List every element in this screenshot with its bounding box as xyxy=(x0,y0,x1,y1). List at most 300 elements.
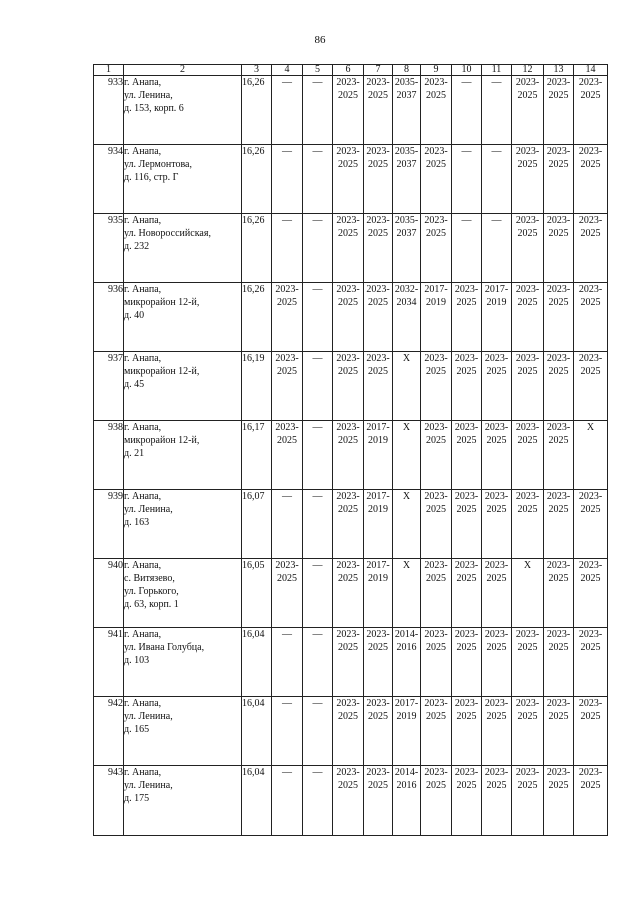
period-start: 2023- xyxy=(366,215,390,226)
column-header: 8 xyxy=(393,65,421,76)
period-cell xyxy=(393,283,421,352)
period-cell xyxy=(333,76,364,145)
period-start: 2023- xyxy=(424,215,448,226)
table-row xyxy=(94,766,608,836)
period-cell: — xyxy=(272,214,303,283)
address-cell xyxy=(124,766,242,836)
period-end: 2025 xyxy=(548,297,569,308)
row-number: 938 xyxy=(94,421,124,490)
address-line: д. 116, стр. Г xyxy=(124,172,179,183)
period-start: 2035- xyxy=(394,77,419,88)
period-end: 2025 xyxy=(517,504,538,515)
period-end: 2025 xyxy=(368,228,388,239)
period-start: 2023- xyxy=(578,215,603,226)
period-start: 2023- xyxy=(366,698,390,709)
period-start: 2023- xyxy=(578,284,603,295)
period-start: 2017- xyxy=(366,560,390,571)
table-row xyxy=(94,145,608,214)
period-start: 2023- xyxy=(515,698,540,709)
row-number: 942 xyxy=(94,697,124,766)
column-header: 9 xyxy=(421,65,452,76)
period-end: 2025 xyxy=(548,435,569,446)
period-start: 2023- xyxy=(366,353,390,364)
period-cell xyxy=(421,283,452,352)
period-end: 2025 xyxy=(580,573,601,584)
address-line: д. 153, корп. 6 xyxy=(124,103,184,114)
period-cell xyxy=(364,352,393,421)
address-line: ул. Ленина, xyxy=(124,780,173,791)
period-end: 2025 xyxy=(338,228,358,239)
period-start: 2023- xyxy=(336,629,360,640)
row-number: 941 xyxy=(94,628,124,697)
period-start: 2023- xyxy=(578,698,603,709)
period-start: 2023- xyxy=(424,560,448,571)
period-cell xyxy=(364,559,393,628)
period-end: 2025 xyxy=(338,504,358,515)
period-cell xyxy=(544,76,574,145)
period-start: 2023- xyxy=(275,353,299,364)
column-header: 13 xyxy=(544,65,574,76)
period-cell xyxy=(421,352,452,421)
period-end: 2025 xyxy=(426,504,446,515)
value-cell: 16,04 xyxy=(242,766,272,836)
period-start: 2023- xyxy=(454,629,479,640)
period-end: 2037 xyxy=(396,228,417,239)
period-cell xyxy=(574,628,608,697)
period-end: 2025 xyxy=(580,780,601,791)
address-line: микрорайон 12-й, xyxy=(124,435,200,446)
address-cell xyxy=(124,490,242,559)
period-start: 2023- xyxy=(546,284,571,295)
period-start: 2023- xyxy=(546,698,571,709)
period-end: 2019 xyxy=(368,504,388,515)
period-cell xyxy=(333,214,364,283)
period-start: 2023- xyxy=(336,560,360,571)
period-start: 2023- xyxy=(484,767,509,778)
period-end: 2025 xyxy=(486,573,507,584)
period-cell xyxy=(544,559,574,628)
period-cell xyxy=(333,490,364,559)
period-start: 2023- xyxy=(424,629,448,640)
period-cell: — xyxy=(303,352,333,421)
period-end: 2025 xyxy=(580,711,601,722)
period-start: 2023- xyxy=(546,422,571,433)
column-header: 4 xyxy=(272,65,303,76)
period-cell xyxy=(452,352,482,421)
period-cell xyxy=(574,214,608,283)
value-cell: 16,26 xyxy=(242,283,272,352)
period-cell xyxy=(544,145,574,214)
period-cell xyxy=(482,766,512,836)
period-end: 2025 xyxy=(580,159,601,170)
period-cell xyxy=(512,766,544,836)
period-start: 2023- xyxy=(578,146,603,157)
period-cell xyxy=(512,145,544,214)
period-cell xyxy=(452,283,482,352)
period-end: 2025 xyxy=(368,780,388,791)
address-line: ул. Лермонтова, xyxy=(124,159,192,170)
value-cell: 16,04 xyxy=(242,628,272,697)
period-cell: — xyxy=(303,421,333,490)
period-end: 2025 xyxy=(338,780,358,791)
period-cell xyxy=(574,490,608,559)
period-end: 2025 xyxy=(517,642,538,653)
address-cell xyxy=(124,628,242,697)
address-line: г. Анапа, xyxy=(124,215,162,226)
period-start: 2023- xyxy=(546,353,571,364)
period-cell xyxy=(574,697,608,766)
period-start: 2023- xyxy=(546,77,571,88)
period-end: 2025 xyxy=(517,297,538,308)
period-cell xyxy=(421,628,452,697)
period-start: 2023- xyxy=(515,767,540,778)
period-end: 2025 xyxy=(580,90,601,101)
period-end: 2025 xyxy=(486,711,507,722)
row-number: 936 xyxy=(94,283,124,352)
period-cell xyxy=(544,283,574,352)
period-cell xyxy=(574,76,608,145)
schedule-table xyxy=(93,64,608,836)
period-cell xyxy=(452,697,482,766)
period-cell: X xyxy=(393,490,421,559)
period-cell xyxy=(452,559,482,628)
period-end: 2025 xyxy=(338,159,358,170)
period-start: 2023- xyxy=(366,284,390,295)
period-end: 2025 xyxy=(580,642,601,653)
period-start: 2023- xyxy=(515,491,540,502)
period-cell xyxy=(452,490,482,559)
value-cell: 16,26 xyxy=(242,76,272,145)
period-cell: X xyxy=(393,352,421,421)
period-end: 2019 xyxy=(396,711,417,722)
column-header: 11 xyxy=(482,65,512,76)
period-end: 2019 xyxy=(368,435,388,446)
period-end: 2025 xyxy=(426,228,446,239)
period-start: 2017- xyxy=(424,284,448,295)
value-cell: 16,04 xyxy=(242,697,272,766)
period-cell xyxy=(364,766,393,836)
period-cell xyxy=(364,697,393,766)
period-cell xyxy=(574,352,608,421)
period-cell xyxy=(482,283,512,352)
period-end: 2019 xyxy=(368,573,388,584)
period-start: 2023- xyxy=(275,422,299,433)
period-cell xyxy=(544,490,574,559)
period-start: 2023- xyxy=(546,560,571,571)
period-cell xyxy=(544,421,574,490)
period-end: 2025 xyxy=(517,90,538,101)
period-start: 2023- xyxy=(336,491,360,502)
period-start: 2023- xyxy=(578,767,603,778)
period-end: 2025 xyxy=(517,780,538,791)
period-end: 2025 xyxy=(368,297,388,308)
table-row xyxy=(94,490,608,559)
period-end: 2025 xyxy=(426,780,446,791)
address-line: д. 163 xyxy=(124,517,150,528)
address-cell xyxy=(124,697,242,766)
period-end: 2025 xyxy=(277,297,297,308)
period-end: 2025 xyxy=(548,711,569,722)
period-start: 2023- xyxy=(578,77,603,88)
address-line: ул. Горького, xyxy=(124,586,179,597)
period-end: 2025 xyxy=(338,435,358,446)
period-cell xyxy=(544,214,574,283)
period-start: 2023- xyxy=(484,353,509,364)
period-start: 2023- xyxy=(336,698,360,709)
period-end: 2025 xyxy=(338,711,358,722)
period-end: 2025 xyxy=(426,366,446,377)
period-start: 2023- xyxy=(454,353,479,364)
column-header: 6 xyxy=(333,65,364,76)
period-cell xyxy=(452,766,482,836)
period-end: 2025 xyxy=(426,711,446,722)
period-cell xyxy=(393,628,421,697)
column-header: 14 xyxy=(574,65,608,76)
address-line: г. Анапа, xyxy=(124,284,162,295)
period-cell xyxy=(272,352,303,421)
period-end: 2025 xyxy=(338,366,358,377)
period-cell xyxy=(544,766,574,836)
period-cell: — xyxy=(272,697,303,766)
period-cell: — xyxy=(303,490,333,559)
address-line: д. 45 xyxy=(124,379,145,390)
period-start: 2023- xyxy=(366,629,390,640)
period-start: 2023- xyxy=(454,767,479,778)
period-start: 2023- xyxy=(275,560,299,571)
address-cell xyxy=(124,283,242,352)
period-start: 2023- xyxy=(336,146,360,157)
period-cell xyxy=(272,421,303,490)
period-cell: — xyxy=(482,76,512,145)
period-start: 2023- xyxy=(336,284,360,295)
address-line: д. 21 xyxy=(124,448,145,459)
period-start: 2023- xyxy=(515,215,540,226)
period-cell xyxy=(333,283,364,352)
period-end: 2025 xyxy=(426,90,446,101)
period-cell xyxy=(482,352,512,421)
period-cell: X xyxy=(393,559,421,628)
period-start: 2023- xyxy=(515,353,540,364)
period-end: 2025 xyxy=(426,435,446,446)
address-cell xyxy=(124,559,242,628)
period-cell xyxy=(512,490,544,559)
period-cell: — xyxy=(272,145,303,214)
period-end: 2025 xyxy=(456,642,477,653)
period-end: 2037 xyxy=(396,90,417,101)
value-cell: 16,19 xyxy=(242,352,272,421)
period-cell: — xyxy=(303,628,333,697)
period-cell: — xyxy=(482,214,512,283)
period-end: 2025 xyxy=(338,90,358,101)
row-number: 940 xyxy=(94,559,124,628)
period-cell xyxy=(333,766,364,836)
period-start: 2023- xyxy=(484,560,509,571)
period-end: 2025 xyxy=(517,711,538,722)
table-body xyxy=(94,76,608,836)
table-row xyxy=(94,352,608,421)
period-start: 2023- xyxy=(546,767,571,778)
period-cell xyxy=(421,490,452,559)
table-row xyxy=(94,697,608,766)
period-cell xyxy=(482,697,512,766)
period-end: 2025 xyxy=(517,228,538,239)
period-cell xyxy=(393,76,421,145)
period-cell xyxy=(421,559,452,628)
period-end: 2025 xyxy=(486,366,507,377)
period-cell xyxy=(482,559,512,628)
period-start: 2023- xyxy=(546,491,571,502)
period-end: 2025 xyxy=(548,504,569,515)
period-end: 2025 xyxy=(580,297,601,308)
period-end: 2025 xyxy=(517,366,538,377)
period-start: 2023- xyxy=(515,284,540,295)
period-cell: — xyxy=(303,145,333,214)
address-line: ул. Новороссийская, xyxy=(124,228,211,239)
address-line: д. 103 xyxy=(124,655,150,666)
address-cell xyxy=(124,76,242,145)
period-start: 2017- xyxy=(484,284,509,295)
period-start: 2023- xyxy=(454,491,479,502)
period-end: 2037 xyxy=(396,159,417,170)
period-cell xyxy=(452,628,482,697)
period-start: 2023- xyxy=(424,353,448,364)
period-start: 2023- xyxy=(578,560,603,571)
period-start: 2023- xyxy=(336,767,360,778)
period-cell xyxy=(421,214,452,283)
period-cell xyxy=(393,145,421,214)
address-cell xyxy=(124,214,242,283)
address-line: с. Витязево, xyxy=(124,573,175,584)
period-start: 2023- xyxy=(336,353,360,364)
period-end: 2025 xyxy=(368,642,388,653)
period-start: 2023- xyxy=(366,77,390,88)
period-start: 2023- xyxy=(484,698,509,709)
period-end: 2025 xyxy=(426,573,446,584)
address-line: микрорайон 12-й, xyxy=(124,366,200,377)
period-cell: — xyxy=(303,76,333,145)
period-cell xyxy=(512,352,544,421)
period-start: 2035- xyxy=(394,146,419,157)
period-cell xyxy=(452,421,482,490)
period-cell xyxy=(421,421,452,490)
period-end: 2025 xyxy=(456,711,477,722)
period-end: 2025 xyxy=(548,642,569,653)
period-cell xyxy=(512,421,544,490)
period-cell xyxy=(364,490,393,559)
column-header: 7 xyxy=(364,65,393,76)
period-cell: — xyxy=(272,76,303,145)
period-start: 2023- xyxy=(546,629,571,640)
row-number: 933 xyxy=(94,76,124,145)
period-cell: — xyxy=(272,766,303,836)
period-start: 2023- xyxy=(275,284,299,295)
row-number: 935 xyxy=(94,214,124,283)
row-number: 934 xyxy=(94,145,124,214)
period-end: 2025 xyxy=(486,504,507,515)
period-start: 2023- xyxy=(424,698,448,709)
period-start: 2017- xyxy=(366,491,390,502)
period-start: 2023- xyxy=(484,491,509,502)
period-cell xyxy=(421,697,452,766)
period-cell xyxy=(512,697,544,766)
period-start: 2023- xyxy=(454,560,479,571)
row-number: 943 xyxy=(94,766,124,836)
address-line: ул. Ивана Голубца, xyxy=(124,642,205,653)
period-end: 2025 xyxy=(548,159,569,170)
period-cell xyxy=(544,697,574,766)
period-end: 2025 xyxy=(517,435,538,446)
address-cell xyxy=(124,145,242,214)
period-end: 2025 xyxy=(368,90,388,101)
period-end: 2016 xyxy=(396,642,417,653)
period-end: 2025 xyxy=(548,366,569,377)
address-line: д. 175 xyxy=(124,793,150,804)
period-cell xyxy=(333,697,364,766)
address-line: д. 232 xyxy=(124,241,150,252)
address-line: г. Анапа, xyxy=(124,353,162,364)
address-line: г. Анапа, xyxy=(124,422,162,433)
period-end: 2025 xyxy=(456,435,477,446)
period-start: 2023- xyxy=(454,422,479,433)
address-line: г. Анапа, xyxy=(124,77,162,88)
period-start: 2023- xyxy=(578,491,603,502)
period-start: 2023- xyxy=(366,767,390,778)
period-start: 2032- xyxy=(394,284,419,295)
period-end: 2025 xyxy=(368,711,388,722)
period-cell xyxy=(364,283,393,352)
period-end: 2025 xyxy=(368,159,388,170)
period-cell: — xyxy=(272,628,303,697)
page-number: 86 xyxy=(314,34,326,46)
period-end: 2025 xyxy=(548,780,569,791)
period-end: 2025 xyxy=(338,297,358,308)
period-end: 2025 xyxy=(277,435,297,446)
column-header: 2 xyxy=(124,65,242,76)
period-cell: — xyxy=(303,697,333,766)
period-cell: X xyxy=(393,421,421,490)
period-cell xyxy=(482,628,512,697)
period-cell: — xyxy=(452,145,482,214)
period-start: 2023- xyxy=(578,353,603,364)
address-line: г. Анапа, xyxy=(124,629,162,640)
period-cell: — xyxy=(452,76,482,145)
period-end: 2025 xyxy=(456,504,477,515)
column-number-row xyxy=(94,65,608,76)
period-end: 2025 xyxy=(486,642,507,653)
period-start: 2017- xyxy=(366,422,390,433)
table-row xyxy=(94,559,608,628)
period-start: 2023- xyxy=(578,629,603,640)
period-start: 2023- xyxy=(454,698,479,709)
period-cell: — xyxy=(303,214,333,283)
period-start: 2017- xyxy=(394,698,419,709)
table-row xyxy=(94,76,608,145)
period-cell xyxy=(544,628,574,697)
period-end: 2034 xyxy=(396,297,417,308)
period-cell xyxy=(512,628,544,697)
period-end: 2025 xyxy=(486,435,507,446)
column-header: 5 xyxy=(303,65,333,76)
period-start: 2023- xyxy=(336,215,360,226)
period-end: 2025 xyxy=(277,573,297,584)
period-cell xyxy=(574,559,608,628)
period-cell xyxy=(574,766,608,836)
address-cell xyxy=(124,421,242,490)
period-cell: — xyxy=(272,490,303,559)
period-start: 2023- xyxy=(424,77,448,88)
period-end: 2025 xyxy=(456,366,477,377)
period-cell xyxy=(364,214,393,283)
